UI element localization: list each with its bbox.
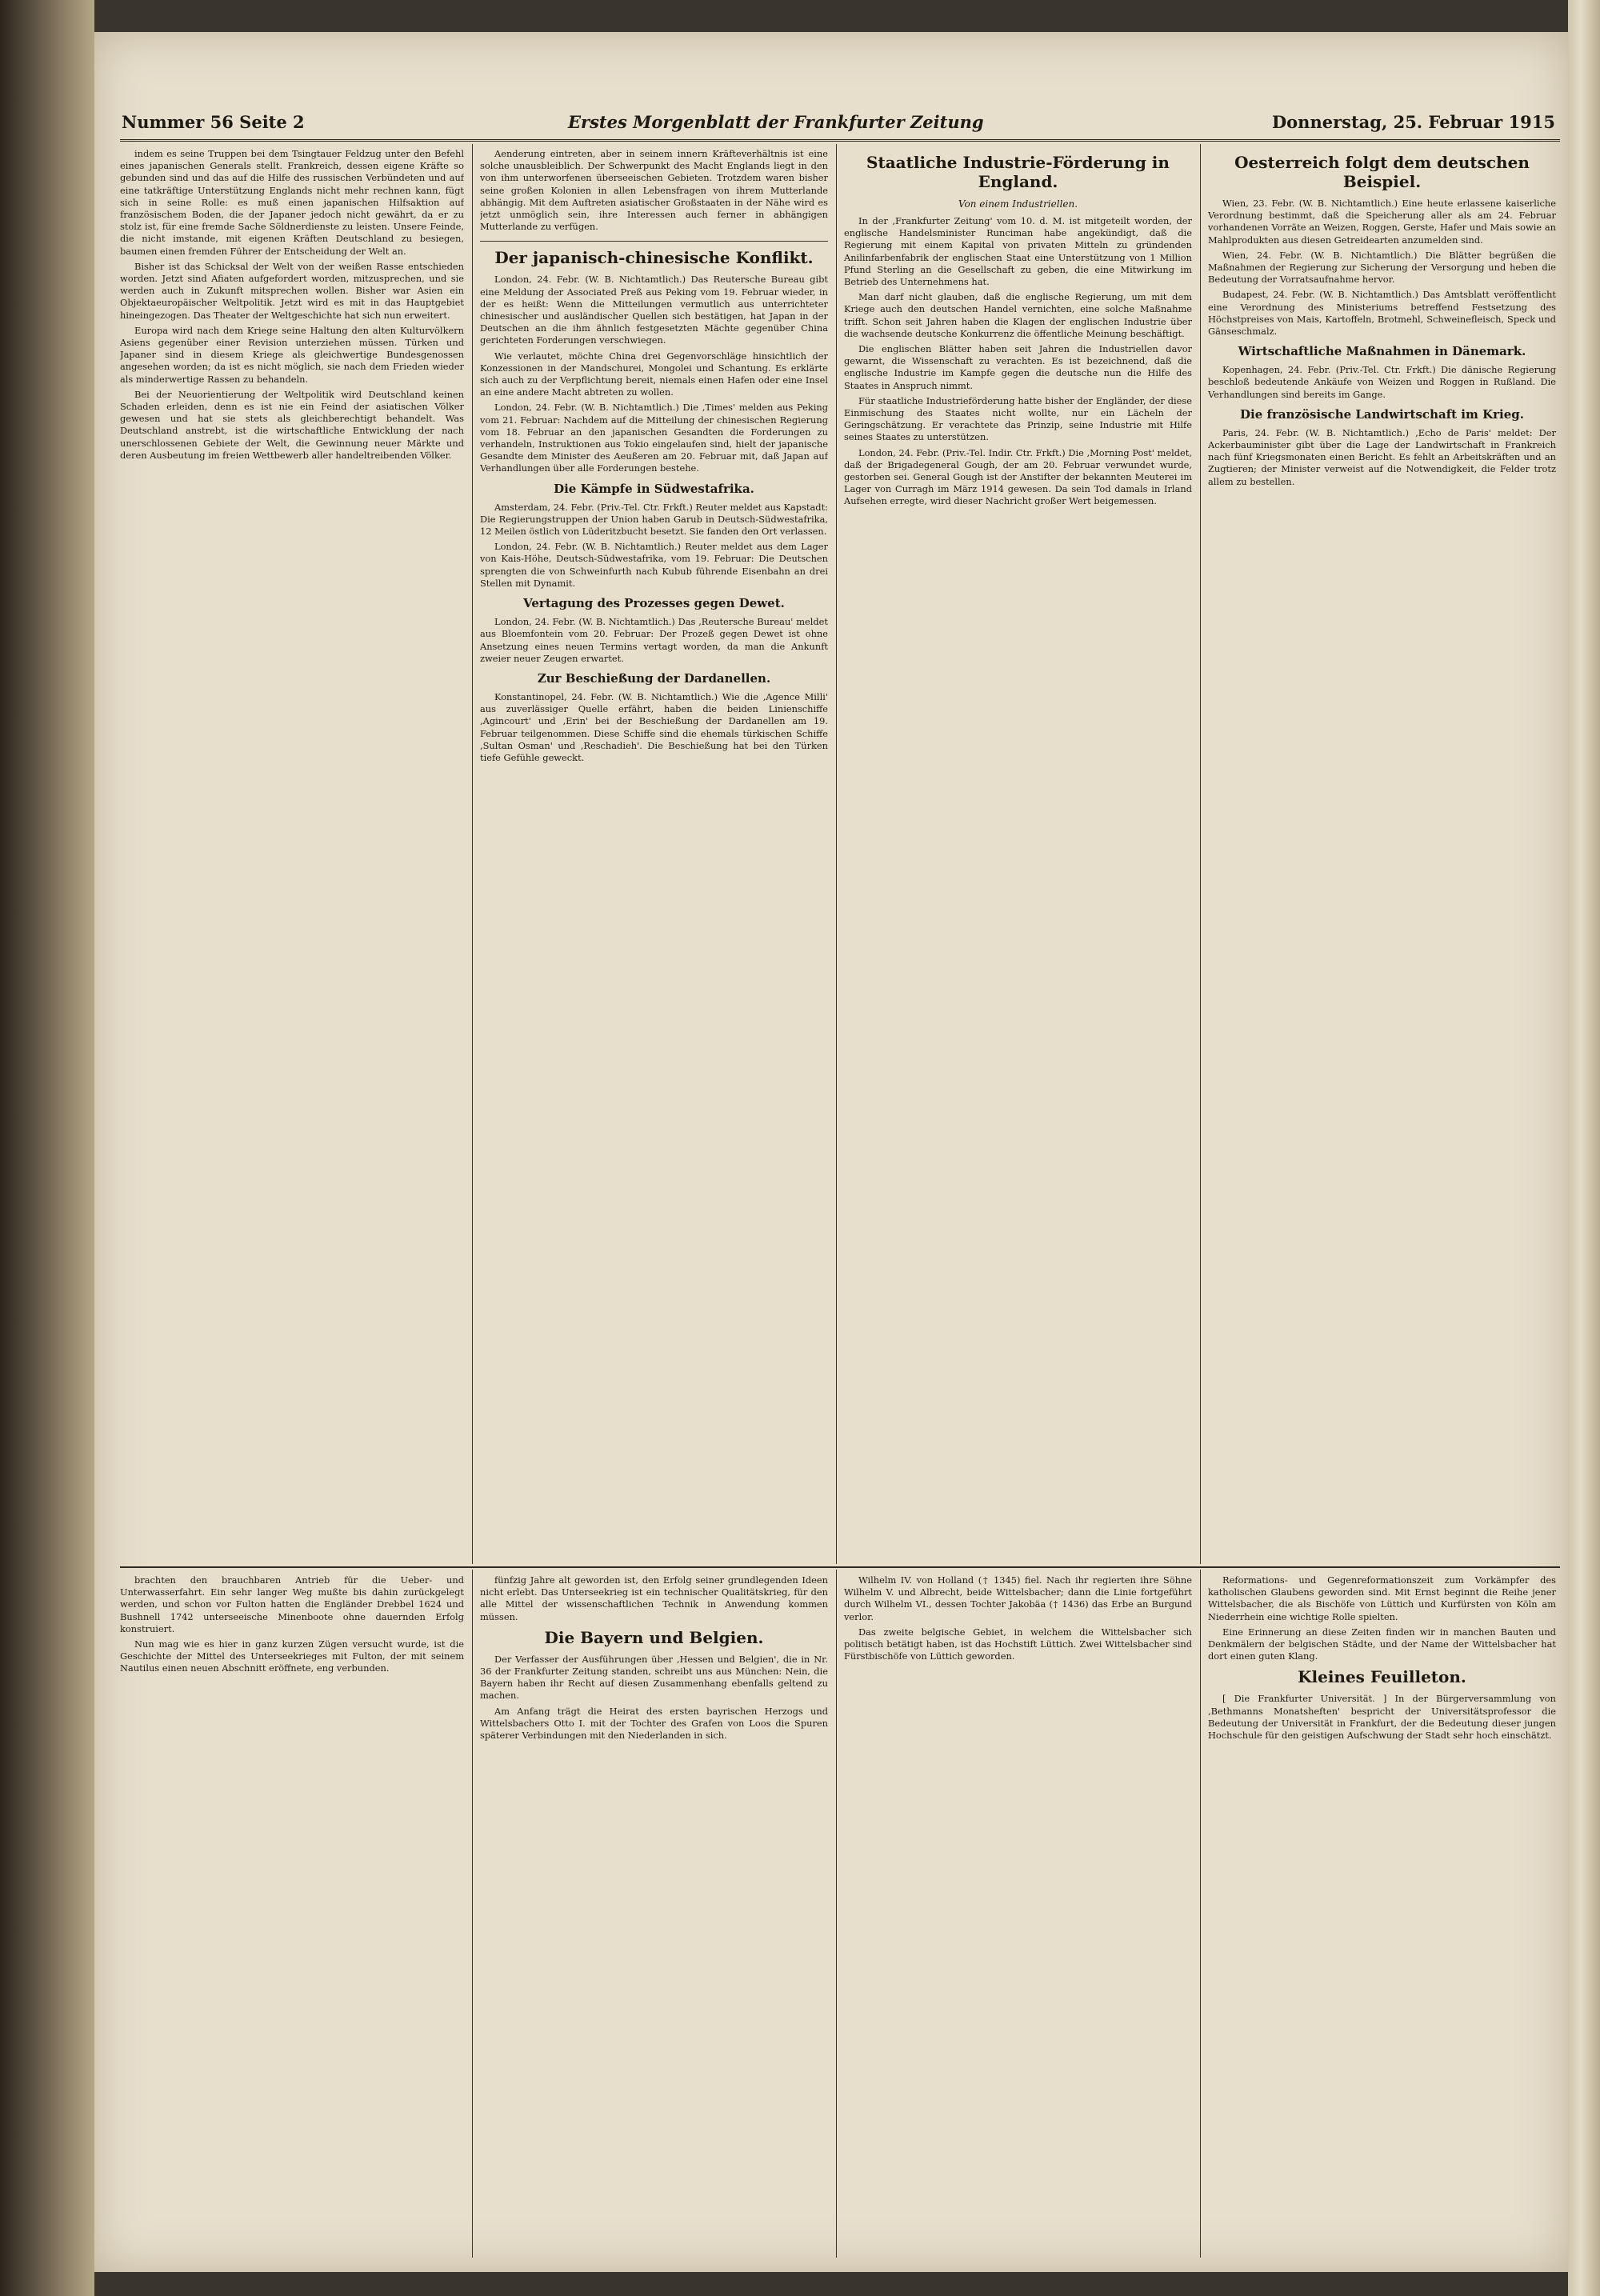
article-column	[1208, 1574, 1556, 2254]
article-column	[844, 148, 1192, 1560]
article-paragraph: Bei der Neuorientierung der Weltpolitik wird Deutschland keinen Schaden erleiden, denn es ist nie ein Feind der asiatischen Völker gewesen und hat sie stets als gleichberechtigt behandelt. Was Deutschland anstrebt, ist die wirtschaftliche Entwicklung der nach unerschlossenen Gebiete der Welt, die Gewinnung neuer Märkte und deren Ausbeutung im freien Wettbewerb aller handeltreibenden Völker.	[120, 388, 464, 461]
article-paragraph: Eine Erinnerung an diese Zeiten finden wir in manchen Bauten und Denkmälern der belgischen Städte, und der Name der Wittelsbacher hat dort einen guten Klang.	[1208, 1626, 1556, 1662]
article-column	[120, 1574, 464, 2254]
headline-suedwestafrika: Die Kämpfe in Südwestafrika.	[554, 481, 754, 496]
page-header	[120, 104, 1560, 142]
article-paragraph: Am Anfang trägt die Heirat des ersten bayrischen Herzogs und Wittelsbachers Otto I. mit der Tochter des Grafen von Loos die Spuren späterer Verbindungen mit den Niederlanden in sich.	[480, 1705, 828, 1742]
headline-feuilleton: Kleines Feuilleton.	[1298, 1667, 1466, 1687]
column-rule	[836, 144, 837, 1564]
article-paragraph: London, 24. Febr. (W. B. Nichtamtlich.) Reuter meldet aus dem Lager von Kais-Höhe, Deutsch-Südwestafrika, vom 19. Februar: Die Deutschen sprengten die von Schweinfurth nach Kubub führende Eisenbahn an drei Stellen mit Dynamit.	[480, 541, 828, 589]
article-column	[1208, 148, 1556, 1560]
headline-dewet: Vertagung des Prozesses gegen Dewet.	[523, 596, 785, 611]
headline-dardanellen: Zur Beschießung der Dardanellen.	[537, 670, 771, 686]
article-column	[480, 1574, 828, 2254]
article-paragraph: brachten den brauchbaren Antrieb für die Ueber- und Unterwasserfahrt. Ein sehr langer Weg mußte bis dahin zurückgelegt werden, und schon vor Fulton hatten die Engländer Drebbel 1624 und Bushnell 1742 unterseeische Minenboote ohne dauernden Erfolg konstruiert.	[120, 1574, 464, 1634]
article-paragraph: Budapest, 24. Febr. (W. B. Nichtamtlich.) Das Amtsblatt veröffentlicht eine Verordnung des Ministeriums betreffend Festsetzung des Höchstpreises von Mais, Kartoffeln, Brotmehl, Schweinefleisch, Speck und Gänseschmalz.	[1208, 289, 1556, 338]
headline-bayern-belgien: Die Bayern und Belgien.	[544, 1627, 764, 1647]
article-paragraph: Kopenhagen, 24. Febr. (Priv.-Tel. Ctr. Frkft.) Die dänische Regierung beschloß bedeutende Ankäufe von Weizen und Roggen in Rußland. Die Verhandlungen sind bereits im Gange.	[1208, 364, 1556, 400]
article-paragraph: Amsterdam, 24. Febr. (Priv.-Tel. Ctr. Frkft.) Reuter meldet aus Kapstadt: Die Regierungstruppen der Union haben Garub in Deutsch-Südwestafrika, 12 Meilen östlich von Lüderitzbucht besetzt. Sie fanden den Ort verlassen.	[480, 501, 828, 538]
article-column	[480, 148, 828, 1560]
issue-date: Donnerstag, 25. Februar 1915	[1271, 112, 1555, 132]
article-paragraph: Die englischen Blätter haben seit Jahren die Industriellen davor gewarnt, die Wissenschaft zu verachten. Es ist bezeichnend, daß die englische Industrie im Kampfe gegen die deutsche nun die Hilfe des Staates in Anspruch nimmt.	[844, 343, 1192, 391]
headline-frankreich: Die französische Landwirtschaft im Krieg.	[1240, 406, 1524, 422]
column-rule	[472, 144, 473, 1564]
article-paragraph: London, 24. Febr. (W. B. Nichtamtlich.) Die ‚Times' melden aus Peking vom 21. Februar: Nachdem auf die Mitteilung der chinesischen Regierung vom 18. Februar an den japanischen Gesandten die Forderungen zu verhandeln, Instruktionen aus Tokio eingelaufen sind, hielt der japanische Gesandte dem Minister des Aeußeren am 20. Februar mit, daß Japan auf Verhandlungen über alle Forderungen bestehe.	[480, 402, 828, 474]
article-paragraph: Wie verlautet, möchte China drei Gegenvorschläge hinsichtlich der Konzessionen in der Mandschurei, Mongolei und Schantung. Es erklärte sich auch zu der Verpflichtung bereit, niemals einen Hafen oder eine Insel an eine andere Macht abtreten zu wollen.	[480, 350, 828, 398]
article-paragraph: Wien, 24. Febr. (W. B. Nichtamtlich.) Die Blätter begrüßen die Maßnahmen der Regierung zur Sicherung der Versorgung und heben die Bedeutung der Vorratsaufnahme hervor.	[1208, 249, 1556, 286]
headline-oesterreich: Oesterreich folgt dem deutschen Beispiel.	[1234, 153, 1530, 191]
article-paragraph: London, 24. Febr. (W. B. Nichtamtlich.) Das Reutersche Bureau gibt eine Meldung der Associated Preß aus Peking vom 19. Februar wieder, in der es heißt: Wenn die Mitteilungen vermutlich aus unterrichteter chinesischer und ausländischer Quellen sich bestätigen, hat Japan in der Deutschen an die ihm ähnlich festgesetzten Mächte gegenüber China gerichteten Forderungen verschwiegen.	[480, 274, 828, 346]
article-paragraph: Für staatliche Industrieförderung hatte bisher der Engländer, der diese Einmischung des Staates nicht wollte, nur ein Lächeln der Geringschätzung. Er verachtete das Prinzip, seine Industrie mit Hilfe seines Staates zu unterstützen.	[844, 394, 1192, 443]
article-paragraph: Wien, 23. Febr. (W. B. Nichtamtlich.) Eine heute erlassene kaiserliche Verordnung bestimmt, daß die Speicherung aller als am 24. Februar vorhandenen Vorräte an Weizen, Roggen, Gerste, Hafer und Mais sowie an Mahlprodukten aus diesen Getreidearten anzumelden sind.	[1208, 198, 1556, 246]
masthead: Erstes Morgenblatt der Frankfurter Zeitung	[568, 112, 984, 132]
article-paragraph: Aenderung eintreten, aber in seinem innern Kräfteverhältnis ist eine solche unausbleiblich. Der Schwerpunkt des Macht Englands liegt in den von ihm unterworfenen überseeischen Gebieten. Trotzdem waren bisher seine großen Kolonien in allen Lebensfragen von ihrem Mutterlande abhängig. Mit dem Auftreten asiatischer Großstaaten in der Nähe wird es jetzt unmöglich sein, ihre Interessen auch ferner in abhängigen Mutterlande zu verfügen.	[480, 148, 828, 233]
article-paragraph: Konstantinopel, 24. Febr. (W. B. Nichtamtlich.) Wie die ‚Agence Milli' aus zuverlässiger Quelle erfährt, haben die beiden Linienschiffe ‚Agincourt' und ‚Erin' bei der Beschießung der Dardanellen am 19. Februar teilgenommen. Diese Schiffe sind die ehemals türkischen Schiffe ‚Sultan Osman' und ‚Reschadieh'. Die Beschießung hat bei den Türken tiefe Gefühle geweckt.	[480, 690, 828, 763]
article-paragraph: London, 24. Febr. (W. B. Nichtamtlich.) Das ‚Reutersche Bureau' meldet aus Bloemfontein vom 20. Februar: Der Prozeß gegen Dewet ist ohne Ansetzung eines neuen Termins vertagt worden, da man die Ankunft zweier neuer Zeugen erwartet.	[480, 616, 828, 664]
section-divider	[120, 1566, 1560, 1568]
article-paragraph: Paris, 24. Febr. (W. B. Nichtamtlich.) ‚Echo de Paris' meldet: Der Ackerbauminister gibt über die Lage der Landwirtschaft in Frankreich nach fünf Kriegsmonaten einen Bericht. Es fehlt an Arbeitskräften und an Zugtieren; der Minister verweist auf die Notwendigkeit, die Felder trotz allem zu bestellen.	[1208, 426, 1556, 487]
article-byline: Von einem Industriellen.	[958, 198, 1078, 210]
article-paragraph: London, 24. Febr. (Priv.-Tel. Indir. Ctr. Frkft.) Die ‚Morning Post' meldet, daß der Brigadegeneral Gough, der am 20. Februar verwundet wurde, gestorben sei. General Gough ist der Anstifter der bekannten Meuterei im Lager von Curragh im März 1914 gewesen. Da sein Tod damals in Irland Aufsehen erregte, wird dieser Nachricht großer Wert beigemessen.	[844, 446, 1192, 507]
book-binding	[0, 0, 94, 2296]
column-rule	[472, 1570, 473, 2258]
article-paragraph: Nun mag wie es hier in ganz kurzen Zügen versucht wurde, ist die Geschichte der Mittel des Unterseekrieges mit Fulton, der mit seinem Nautilus einen neuen Abschnitt eröffnete, eng verbunden.	[120, 1638, 464, 1674]
column-rule	[836, 1570, 837, 2258]
article-paragraph: Europa wird nach dem Kriege seine Haltung den alten Kulturvölkern Asiens gegenüber einer Revision unterziehen müssen. Türken und Japaner sind in diesem Kriege als gleichwertige Bundesgenossen angesehen worden; da ist es nicht möglich, sie nach dem Frieden wieder als minderwertige Rassen zu behandeln.	[120, 324, 464, 385]
article-paragraph: [ Die Frankfurter Universität. ] In der Bürgerversammlung von ‚Bethmanns Monatsheften' bespricht der Universitätsprofessor die Bedeutung der Universität in Frankfurt, der die Bedeutung dieser jungen Hochschule für den geistigen Aufschwung der Stadt sehr hoch einschätzt.	[1208, 1693, 1556, 1742]
column-rule	[1200, 1570, 1201, 2258]
article-paragraph: Bisher ist das Schicksal der Welt von der weißen Rasse entschieden worden. Jetzt sind Afiaten aufgefordert worden, mitzusprechen, und sie werden auch in Zukunft mitsprechen wollen. Bisher war Asien ein Objektaeuropäischer Weltpolitik. Jetzt wird es mit in das Hauptgebiet hineingezogen. Das Theater der Weltgeschichte hat sich nun erweitert.	[120, 260, 464, 321]
article-paragraph: Reformations- und Gegenreformationszeit zum Vorkämpfer des katholischen Glaubens geworden sind. Mit Ernst beginnt die Reihe jener Wittelsbacher, die als Bischöfe von Lüttich und Kurfürsten von Köln am Niederrhein eine wichtige Rolle spielten.	[1208, 1574, 1556, 1622]
headline-daenemark: Wirtschaftliche Maßnahmen in Dänemark.	[1238, 344, 1526, 359]
article-column	[844, 1574, 1192, 2254]
article-paragraph: Der Verfasser der Ausführungen über ‚Hessen und Belgien', die in Nr. 36 der Frankfurter Zeitung standen, schreibt uns aus München: Nein, die Bayern haben ihr Recht auf diesen Zusammenhang ebenfalls geltend zu machen.	[480, 1653, 828, 1702]
next-page-edge	[1568, 0, 1600, 2296]
article-paragraph: Wilhelm IV. von Holland († 1345) fiel. Nach ihr regierten ihre Söhne Wilhelm V. und Albrecht, beide Wittelsbacher; dann die Linie fortgeführt durch Wilhelm VI., dessen Tochter Jakobäa († 1436) das Erbe an Burgund verlor.	[844, 1574, 1192, 1622]
headline-industrie: Staatliche Industrie-Förderung in England.	[866, 153, 1170, 191]
article-paragraph: indem es seine Truppen bei dem Tsingtauer Feldzug unter den Befehl eines japanischen Generals stellt. Frankreich, dessen eigene Kräfte so gebunden sind und das auf die Hilfe des russischen Verbündeten und auf eine tatkräftige Unterstützung Englands nicht mehr rechnen kann, fügt sich in seine Rolle: es muß einen japanischen Hilfsaktion auf französischem Boden, die der Japaner jedoch nicht gewährt, da er zu stolz ist, für eine fremde Sache Söldnerdienste zu leisten. Unsere Feinde, die nicht imstande, mit eigenen Kräften Deutschland zu besiegen, baumen einen fremden Führer der Entscheidung der Welt an.	[120, 148, 464, 257]
article-paragraph: Man darf nicht glauben, daß die englische Regierung, um mit dem Kriege auch den deutschen Handel vernichten, eine solche Maßnahme trifft. Schon seit Jahren haben die Klagen der englischen Industrie über die wachsende deutsche Konkurrenz die öffentliche Meinung beschäftigt.	[844, 291, 1192, 339]
issue-page-number: Nummer 56 Seite 2	[122, 112, 305, 132]
article-column	[120, 148, 464, 1560]
article-paragraph: fünfzig Jahre alt geworden ist, den Erfolg seiner grundlegenden Ideen nicht erlebt. Das Unterseekrieg ist ein technischer Qualitätskrieg, für den alle Mittel der wissenschaftlichen Technik in Anwendung kommen müssen.	[480, 1574, 828, 1622]
column-rule	[1200, 144, 1201, 1564]
article-paragraph: Das zweite belgische Gebiet, in welchem die Wittelsbacher sich politisch betätigt haben, ist das Hochstift Lüttich. Zwei Wittelsbacher sind Fürstbischöfe von Lüttich geworden.	[844, 1626, 1192, 1662]
headline-japan-china: Der japanisch-chinesische Konflikt.	[494, 248, 814, 268]
article-paragraph: In der ‚Frankfurter Zeitung' vom 10. d. M. ist mitgeteilt worden, der englische Handelsminister Runciman habe angekündigt, daß die Regierung mit einem Kapital von privaten Mitteln zu gründenden Anilinfarbenfabrik der englischen Staat eine Unterstützung von 1 Million Pfund Sterling an die Gesellschaft zu geben, die eine Mitwirkung im Betrieb des Unternehmens hat.	[844, 215, 1192, 288]
